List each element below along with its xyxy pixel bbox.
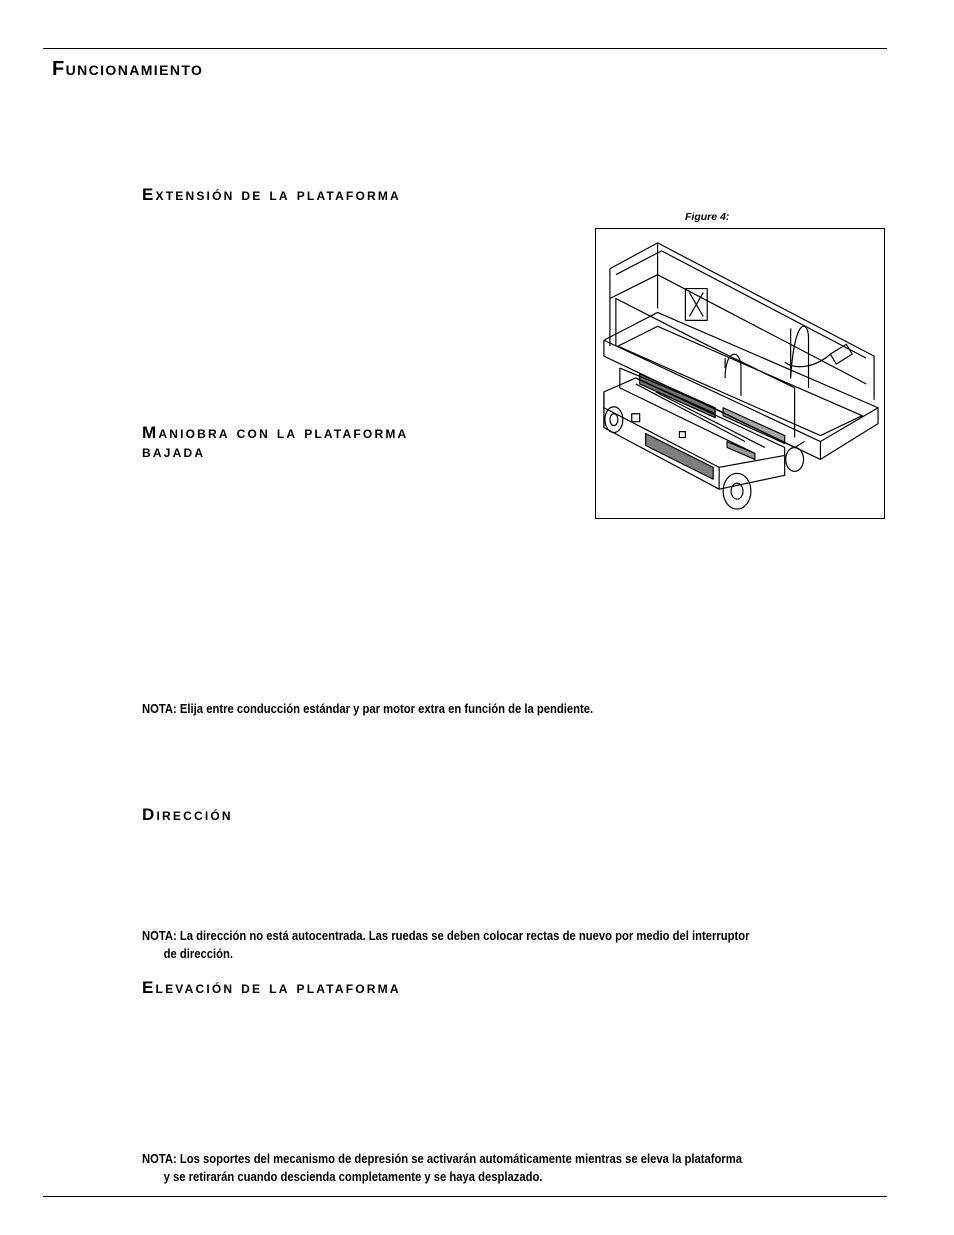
note-label: NOTA:: [142, 1152, 177, 1166]
note-label: NOTA:: [142, 929, 177, 943]
scissor-lift-illustration: [596, 229, 884, 518]
section-heading-extension: Extensión de la plataforma: [142, 185, 401, 204]
figure-caption: Figure 4:: [685, 211, 730, 223]
note-text-continuation: y se retirarán cuando descienda completamente y se haya desplazado.: [163, 1170, 543, 1184]
section-heading-elevacion: Elevación de la plataforma: [142, 978, 401, 997]
note-text-continuation: de dirección.: [163, 947, 233, 961]
bottom-rule: [43, 1196, 887, 1197]
figure-frame: [595, 228, 885, 519]
section-heading-maniobra: [142, 423, 408, 461]
section-heading-maniobra-line1: Maniobra con la plataforma: [142, 423, 409, 442]
note-pothole: [142, 1150, 790, 1186]
note-label: NOTA:: [142, 702, 177, 716]
page-title: Funcionamiento: [52, 58, 204, 80]
note-steering: [142, 927, 790, 963]
note-slope: [142, 700, 790, 718]
note-text: Elija entre conducción estándar y par motor extra en función de la pendiente.: [179, 702, 594, 716]
top-rule: [43, 48, 887, 49]
note-text: Los soportes del mecanismo de depresión se activarán automáticamente mientras se eleva la plataforma: [179, 1152, 743, 1166]
section-heading-maniobra-line2: bajada: [142, 442, 206, 461]
section-heading-direccion: Dirección: [142, 805, 233, 824]
note-text: La dirección no está autocentrada. Las ruedas se deben colocar rectas de nuevo por medio del interruptor: [179, 929, 750, 943]
